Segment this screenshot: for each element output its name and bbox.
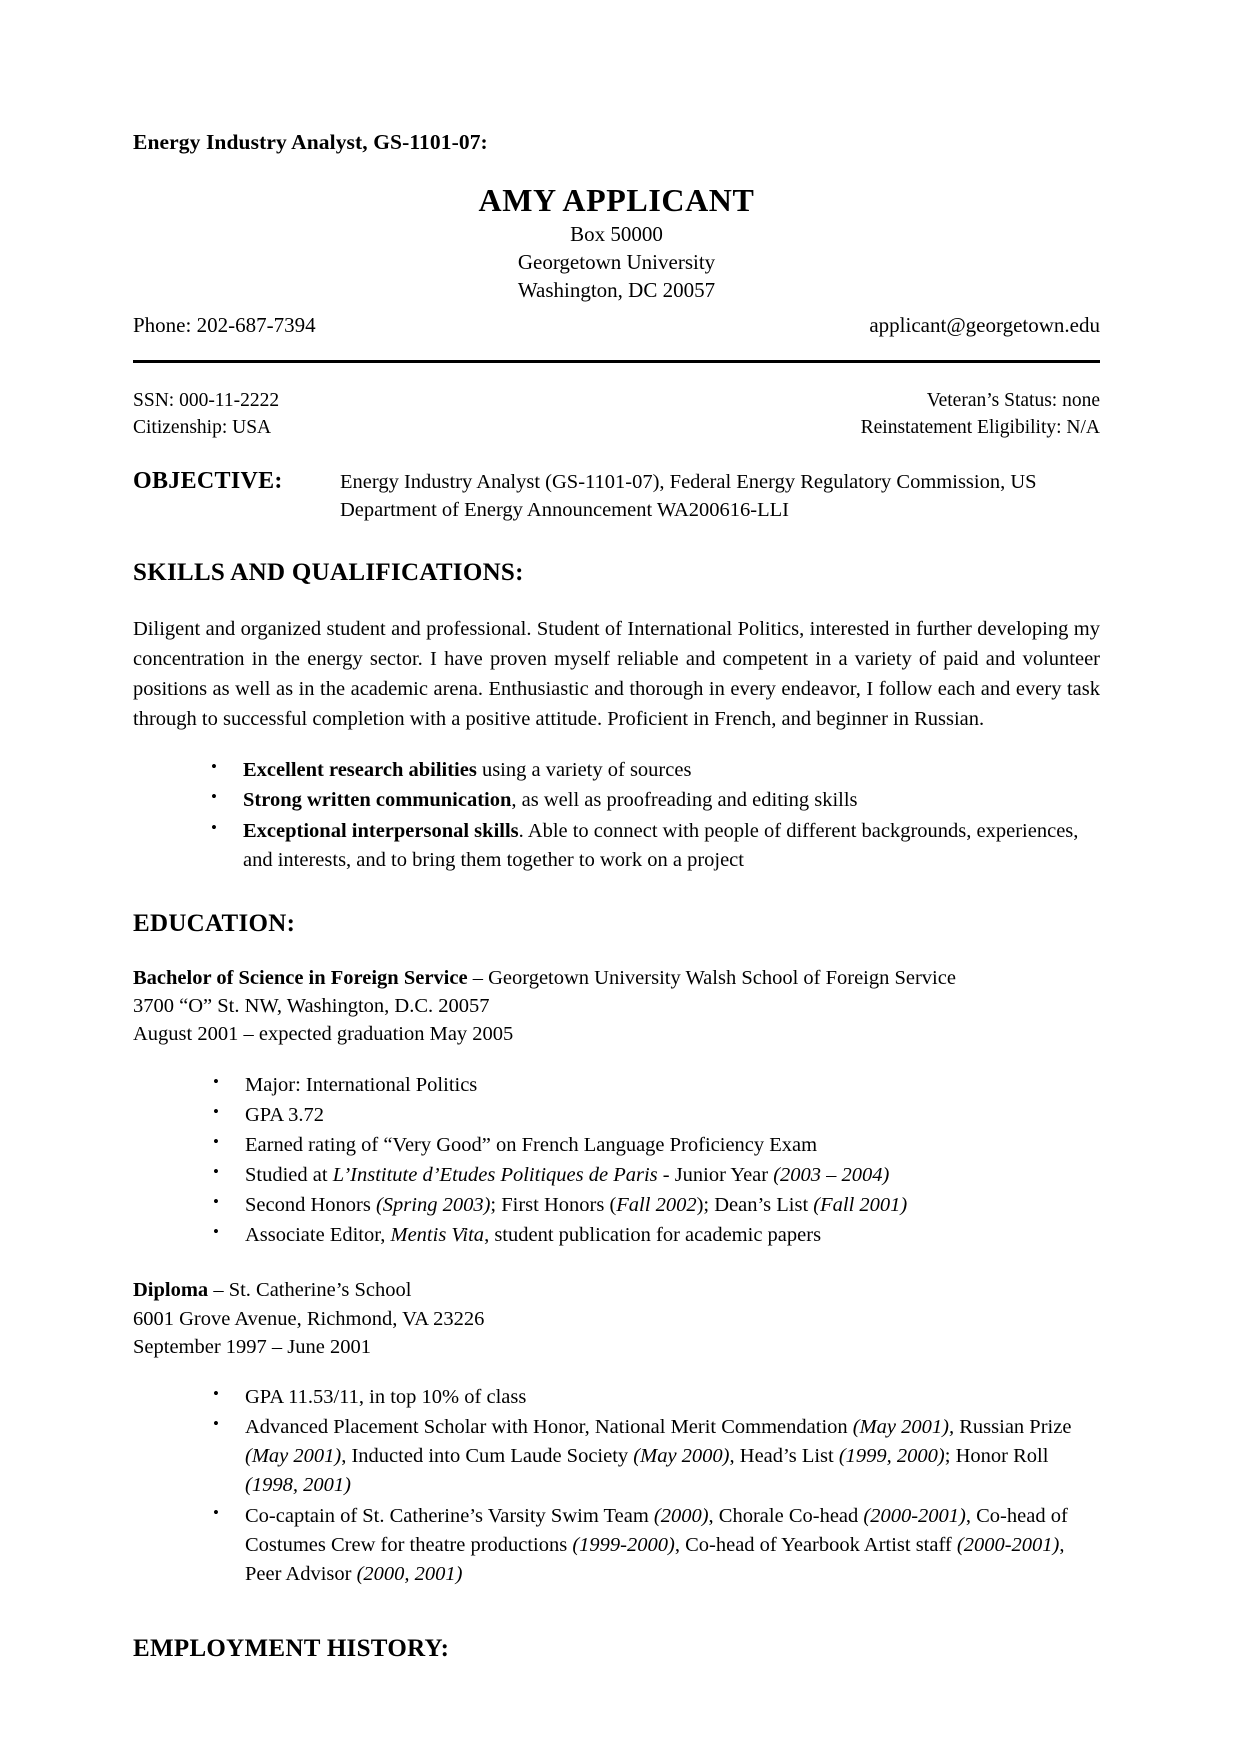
education-bullet-item [133, 1101, 1100, 1130]
federal-meta-row [133, 387, 1100, 442]
education-bullet-item [133, 1383, 1100, 1412]
ssn-text: SSN: 000-11-2222 [133, 389, 280, 411]
bullet-lead-in: Exceptional interpersonal skills [243, 819, 519, 842]
applicant-name: AMY APPLICANT [478, 182, 755, 218]
italic-run: (May 2001) [245, 1445, 342, 1468]
skills-bullet-list [133, 756, 1100, 874]
education-bullet-item [133, 1221, 1100, 1250]
skills-bullet-item [133, 756, 1100, 785]
meta-col-right [861, 387, 1100, 442]
italic-run: (2000) [653, 1504, 709, 1527]
text-run: Advanced Placement Scholar with Honor, National Merit Commendation [245, 1416, 853, 1439]
objective-label: OBJECTIVE: [133, 467, 283, 494]
education-bullet-item [133, 1413, 1100, 1500]
header-divider [133, 360, 1100, 363]
education-dates: August 2001 – expected graduation May 2005 [133, 1023, 514, 1046]
degree-name: Diploma [133, 1279, 209, 1302]
institution-name: – St. Catherine’s School [208, 1279, 412, 1302]
skills-heading: SKILLS AND QUALIFICATIONS: [133, 559, 524, 587]
italic-run: (Spring 2003) [375, 1194, 491, 1217]
education-dates: September 1997 – June 2001 [133, 1335, 371, 1358]
bullet-text: , as well as proofreading and editing skills [511, 789, 858, 812]
text-run: , student publication for academic papers [484, 1224, 822, 1247]
text-run: GPA 3.72 [245, 1103, 324, 1126]
education-bullet-item [133, 1071, 1100, 1100]
text-run: ; Honor Roll [944, 1445, 1049, 1468]
text-run: , Head’s List [729, 1445, 839, 1468]
education-address: 3700 “O” St. NW, Washington, D.C. 20057 [133, 995, 490, 1018]
education-bullet-item [133, 1502, 1100, 1589]
education-bullet-item [133, 1161, 1100, 1190]
address-line-1: Box 50000 [570, 222, 663, 247]
skills-bullet-item [133, 786, 1100, 815]
meta-col-left [133, 387, 279, 442]
text-run: Associate Editor, [245, 1224, 391, 1247]
text-run: ; First Honors ( [490, 1194, 617, 1217]
education-heading: EDUCATION: [133, 909, 296, 937]
job-title-line: Energy Industry Analyst, GS-1101-07: [133, 130, 488, 154]
bullet-text: using a variety of sources [476, 759, 692, 782]
text-run: Major: International Politics [245, 1073, 478, 1096]
italic-run: (Fall 2001) [813, 1194, 908, 1217]
text-run: Co-captain of St. Catherine’s Varsity Swim Team [245, 1504, 654, 1527]
applicant-header [133, 181, 1100, 305]
text-run: , Peer Advisor [245, 1533, 1065, 1585]
education-bullet-list [133, 1383, 1100, 1589]
degree-name: Bachelor of Science in Foreign Service [133, 966, 468, 989]
citizenship-text: Citizenship: USA [133, 417, 272, 439]
bullet-lead-in: Strong written communication [243, 789, 512, 812]
italic-run: (1998, 2001) [245, 1474, 351, 1497]
italic-run: (May 2000) [633, 1445, 730, 1468]
italic-run: (2003 – 2004) [773, 1163, 890, 1186]
text-run: Earned rating of “Very Good” on French Language Proficiency Exam [245, 1133, 818, 1156]
bullet-text: . Able to connect with people of different backgrounds, experiences, and interests, and to bring them together to work on a project [243, 819, 1079, 871]
bullet-lead-in: Excellent research abilities [243, 759, 477, 782]
text-run: ); Dean’s List [696, 1194, 814, 1217]
italic-run: (1999, 2000) [838, 1445, 945, 1468]
phone-text: Phone: 202-687-7394 [133, 312, 316, 337]
employment-heading: EMPLOYMENT HISTORY: [133, 1634, 450, 1662]
italic-run: (1999-2000) [572, 1533, 675, 1556]
text-run: - Junior Year [657, 1163, 774, 1186]
education-bullet-list [133, 1071, 1100, 1251]
text-run: Studied at [245, 1163, 333, 1186]
education-entry-title [133, 964, 1100, 992]
objective-text: Energy Industry Analyst (GS-1101-07), Federal Energy Regulatory Commission, US Department of Energy Announcement WA200616-LLI [340, 470, 1037, 522]
reinstatement-eligibility-text: Reinstatement Eligibility: N/A [860, 417, 1100, 439]
education-entries [133, 964, 1100, 1589]
text-run: Second Honors [245, 1194, 376, 1217]
italic-run: (2000-2001) [863, 1504, 966, 1527]
objective-section [133, 468, 1100, 525]
education-bullet-item [133, 1131, 1100, 1160]
italic-run: (2000-2001) [956, 1533, 1060, 1556]
italic-run: Mentis Vita [390, 1224, 485, 1247]
education-entry [133, 1276, 1100, 1589]
education-entry-title [133, 1276, 1100, 1304]
skills-paragraph: Diligent and organized student and professional. Student of International Politics, interested in further developing my concentration in the energy sector. I have proven myself reliable and competent in a variety of paid and volunteer positions as well as in the academic arena. Enthusiastic and thorough in every endeavor, I follow each and every task through to successful completion with a positive attitude. Proficient in French, and beginner in Russian. [133, 618, 1100, 730]
italic-run: L’Institute d’Etudes Politiques de Paris [332, 1163, 658, 1186]
text-run: , Chorale Co-head [708, 1504, 864, 1527]
text-run: Russian Prize [954, 1416, 1072, 1439]
education-entry [133, 964, 1100, 1251]
education-bullet-item [133, 1191, 1100, 1220]
italic-run: Fall 2002 [616, 1194, 697, 1217]
address-line-3: Washington, DC 20057 [517, 277, 716, 302]
institution-name: – Georgetown University Walsh School of Foreign Service [467, 966, 956, 989]
text-run: GPA 11.53/11, in top 10% of class [245, 1386, 527, 1409]
skills-bullet-item [133, 817, 1100, 875]
italic-run: (2000, 2001) [356, 1562, 463, 1585]
veteran-status-text: Veteran’s Status: none [926, 389, 1100, 411]
contact-row [133, 313, 1100, 338]
text-run: , Inducted into Cum Laude Society [341, 1445, 634, 1468]
education-address: 6001 Grove Avenue, Richmond, VA 23226 [133, 1307, 485, 1330]
email-text: applicant@georgetown.edu [869, 312, 1100, 337]
text-run: , Co-head of Yearbook Artist staff [674, 1533, 957, 1556]
address-line-2: Georgetown University [517, 250, 716, 275]
italic-run: (May 2001), [852, 1416, 955, 1439]
text-run: , Co-head of Costumes Crew for theatre productions [245, 1504, 1068, 1556]
